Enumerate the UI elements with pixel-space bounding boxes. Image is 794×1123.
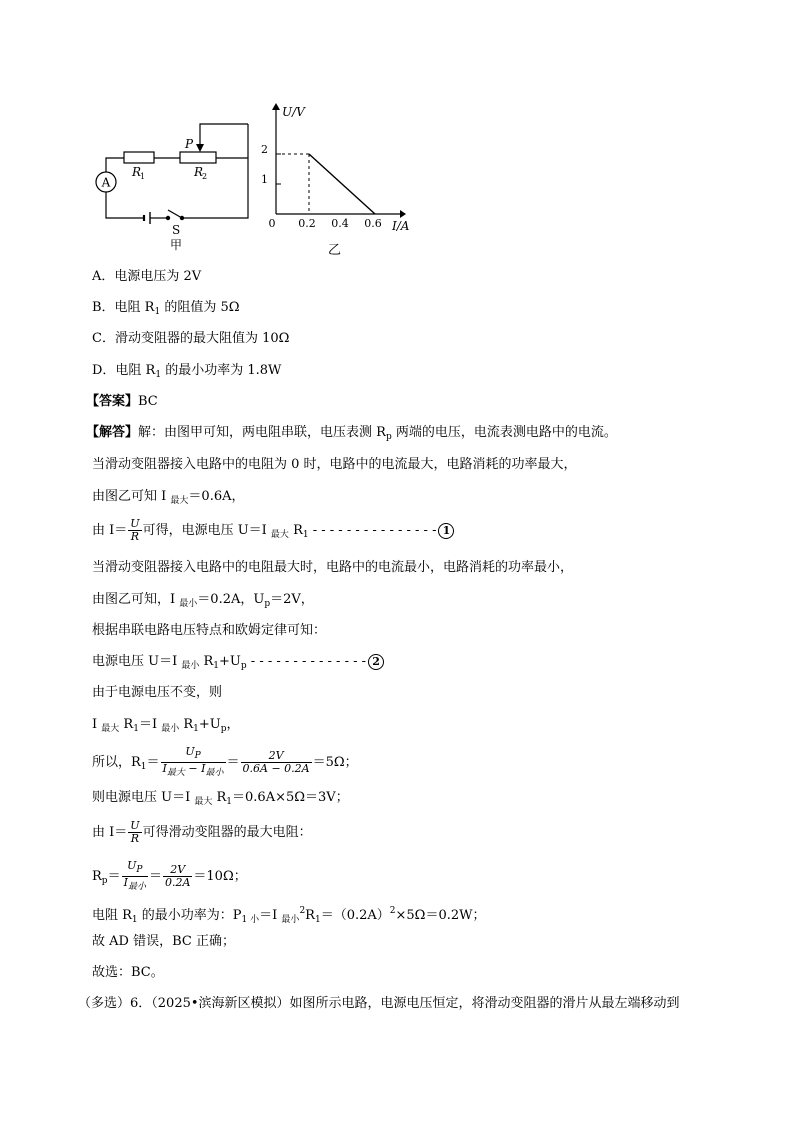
option-c: C．滑动变阻器的最大阻值为 10Ω	[92, 331, 290, 346]
circle-2: 2	[368, 654, 384, 670]
solution-line-14: $R_p=$ $\frac{U_P}{I_{最小}}$ ＝ $\frac{2V}{0.2A}$ ＝10Ω；	[92, 859, 247, 892]
option-a: A．电源电压为 2V	[92, 269, 202, 284]
series-line	[309, 154, 375, 214]
solution-line-1: 【解答】解：由图甲可知，两电阻串联，电压表测 $R_p$ 两端的电压，电流表测电路中的电流。	[86, 425, 617, 442]
label-r1-sub: 1	[140, 172, 146, 181]
circle-1: 1	[438, 523, 454, 539]
circuit-diagram	[106, 124, 248, 224]
y-tick-label: 2	[261, 143, 268, 156]
y-axis-arrow-icon	[272, 103, 280, 110]
label-r2-sub: 2	[202, 172, 208, 181]
option-b: B．电阻 $R_1$ 的阻值为 5Ω	[92, 300, 240, 317]
caption-jia: 甲	[170, 238, 183, 252]
next-question: （多选）6．（2025•滨海新区模拟）如图所示电路，电源电压恒定，将滑动变阻器的滑片从最左端移动到	[78, 996, 680, 1011]
x-axis-label: I/A	[392, 219, 410, 233]
figure-circuit-and-graph	[88, 90, 418, 260]
solution-line-6: 由图乙可知，I $_{最小}$＝0.2A，$U_p=2V$，	[92, 592, 314, 609]
label-p: P	[185, 137, 194, 151]
x-tick-label: 0.4	[331, 217, 349, 230]
label-switch: S	[172, 223, 181, 237]
resistor-r1	[124, 152, 154, 163]
solution-line-3: 由图乙可知 I $_{最大}$＝0.6A，	[92, 489, 245, 506]
solution-line-13: 由 I＝ $\frac{U}{R}$ 可得滑动变阻器的最大电阻：	[92, 819, 312, 845]
ui-graph	[261, 103, 410, 258]
label-r1: R	[132, 165, 142, 179]
option-d: D．电阻 $R_1$ 的最小功率为 1.8W	[92, 363, 282, 380]
x-tick-label: 0.2	[298, 217, 316, 230]
solution-line-4: 由 I＝ $\frac{U}{R}$ 可得，电源电压 U＝I $_{最大}$ $R_1$ - - - - - - - - - - - - - - - 1	[92, 518, 454, 544]
switch-s	[168, 210, 182, 218]
x-tick-label: 0.6	[364, 217, 382, 230]
resistor-r2	[180, 152, 216, 163]
solution-line-5: 当滑动变阻器接入电路中的电阻最大时，电路中的电流最小，电路消耗的功率最小，	[92, 560, 574, 575]
slider-arrow-icon	[196, 144, 204, 152]
x-axis-arrow-icon	[400, 210, 406, 218]
solution-line-2: 当滑动变阻器接入电路中的电阻为 0 时，电路中的电流最大，电路消耗的功率最大，	[92, 457, 577, 472]
chart-marks	[276, 154, 375, 214]
solution-line-15: 电阻 $R_1$ 的最小功率为：$P_{1 小}=I$ $_{最小}^2R_1=(0.2A)^2\times 5\Omega=0.2W$；	[92, 906, 486, 925]
solution-line-17: 故选：BC。	[92, 965, 164, 980]
ammeter-label: A	[101, 175, 111, 190]
origin-label: 0	[268, 217, 276, 230]
solution-line-12: 则电源电压 U＝I $_{最大}$ $R_1=0.6A\times 5\Omega=3V$；	[92, 790, 349, 807]
caption-yi: 乙	[328, 243, 342, 258]
solution-line-11: 所以，$R_1=$ $\frac{U_P}{I_{最大} - I_{最小}}$ ＝ $\frac{2V}{0.6A - 0.2A}$ ＝5Ω；	[92, 745, 358, 778]
solution-line-9: 由于电源电压不变，则	[92, 685, 223, 700]
y-tick-label: 1	[261, 173, 268, 186]
solution-line-7: 根据串联电路电压特点和欧姆定律可知：	[92, 623, 327, 638]
solution-line-8: 电源电压 U＝I $_{最小}$ $R_1+U_p$ - - - - - - - - - - - - - - 2	[92, 653, 384, 675]
solution-line-10: I $_{最大}$ $R_1=I$ $_{最小}$ $R_1+U_p$，	[92, 717, 240, 734]
answer: 【答案】BC	[86, 394, 158, 409]
label-r2: R	[194, 165, 204, 179]
solution-line-16: 故 AD 错误，BC 正确；	[92, 934, 235, 949]
y-axis-label: U/V	[282, 105, 305, 119]
